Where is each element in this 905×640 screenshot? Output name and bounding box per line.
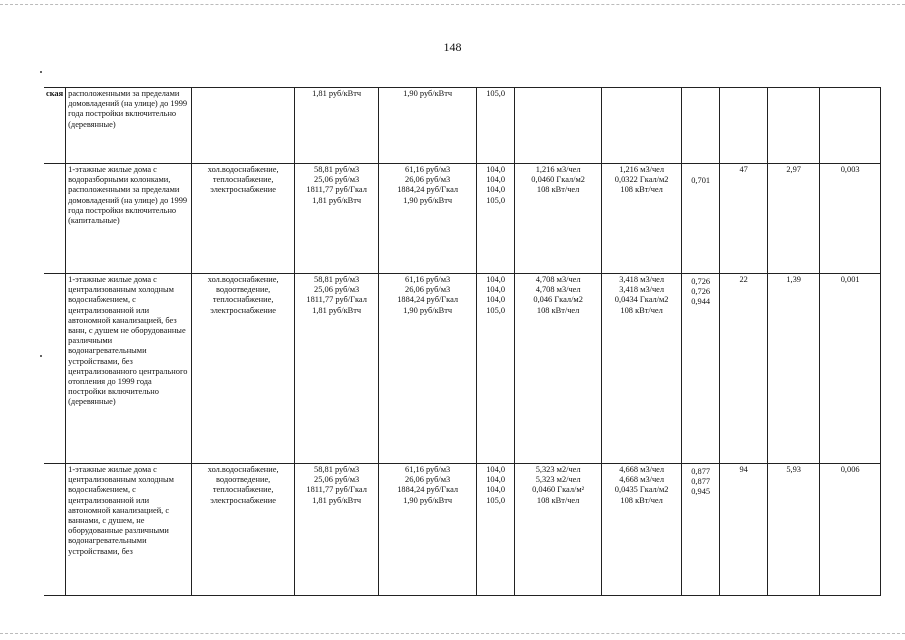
- norm-b-line: 0,0435 Гкал/м2: [614, 485, 669, 495]
- tariff-a-cell: [295, 164, 379, 274]
- row-fragment-cell: [44, 164, 66, 274]
- table-row: [44, 88, 881, 164]
- norm-a-line: 4,708 м3/чел: [535, 275, 581, 284]
- tariff-a-line: 1811,77 руб/Гкал: [306, 485, 367, 495]
- tariff-a-line: 25,06 руб/м3: [314, 285, 360, 295]
- index-line: 104,0: [486, 275, 506, 284]
- tariff-b-line: 61,16 руб/м3: [405, 165, 451, 174]
- col11-cell: [820, 88, 881, 164]
- service-line: электроснабжение: [210, 305, 276, 315]
- index-line: 104,0: [486, 175, 506, 185]
- index-cell: [477, 274, 515, 464]
- service-line: водоотведение,: [215, 475, 271, 485]
- tariff-a-cell: [295, 464, 379, 596]
- scan-edge-bottom: [0, 633, 905, 634]
- service-line: хол.водоснабжение,: [207, 465, 279, 474]
- norm-b-line: 108 кВт/чел: [620, 305, 663, 315]
- tariff-b-line: 1,90 руб/кВтч: [403, 195, 453, 205]
- norm-b-line: 3,418 м3/чел: [619, 275, 665, 284]
- coefficient-line: 0,726: [691, 277, 711, 286]
- tariff-a-line: 1811,77 руб/Гкал: [306, 295, 367, 305]
- coefficient-line: 0,944: [691, 297, 711, 307]
- col9-value: 47: [739, 165, 748, 174]
- service-line: хол.водоснабжение,: [207, 275, 279, 284]
- coefficient-cell: [682, 464, 720, 596]
- norm-a-line: 108 кВт/чел: [536, 305, 580, 315]
- norm-a-line: 0,046 Гкал/м2: [533, 295, 583, 305]
- services-cell: [192, 274, 295, 464]
- tariff-a-line: 58,81 руб/м3: [314, 165, 360, 174]
- col9-value: 22: [739, 275, 748, 284]
- norm-a-line: 1,216 м3/чел: [535, 165, 581, 174]
- norm-b-line: 4,668 м3/чел: [619, 465, 665, 474]
- service-line: водоотведение,: [215, 285, 271, 295]
- index-cell: [477, 464, 515, 596]
- tariff-b-line: 61,16 руб/м3: [405, 465, 451, 474]
- col10-value: 1,39: [786, 275, 801, 284]
- norm-b-cell: [602, 88, 682, 164]
- index-line: 104,0: [486, 465, 506, 474]
- tariff-b-line: 1884,24 руб/Гкал: [397, 295, 459, 305]
- col10-cell: [768, 464, 820, 596]
- category-cell: [66, 464, 192, 596]
- coefficient-cell: [682, 164, 720, 274]
- tariff-a-line: 58,81 руб/м3: [314, 465, 360, 474]
- service-line: теплоснабжение,: [212, 175, 274, 185]
- tariff-b-cell: [379, 88, 477, 164]
- category-cell: [66, 88, 192, 164]
- tariff-a-line: 1,81 руб/кВтч: [312, 305, 362, 315]
- index-line: 105,0: [486, 195, 506, 205]
- service-line: электроснабжение: [210, 185, 276, 195]
- index-line: 104,0: [486, 485, 506, 495]
- tariff-a-line: 1,81 руб/кВтч: [312, 89, 362, 98]
- services-cell: [192, 164, 295, 274]
- table-row: [44, 164, 881, 274]
- col11-cell: [820, 274, 881, 464]
- table-row: [44, 464, 881, 596]
- tariff-a-line: 25,06 руб/м3: [314, 175, 360, 185]
- index-line: 104,0: [486, 295, 506, 305]
- left-fragment-text: ская: [46, 89, 64, 98]
- norm-a-cell: [515, 88, 602, 164]
- index-line: 104,0: [486, 185, 506, 195]
- coefficient-line: 0,945: [691, 487, 711, 497]
- tariff-b-line: 61,16 руб/м3: [405, 275, 451, 284]
- norm-a-cell: [515, 164, 602, 274]
- scan-edge-top: [0, 4, 905, 5]
- col9-cell: [720, 274, 768, 464]
- page-number: 148: [443, 40, 462, 54]
- norm-a-line: 0,0460 Гкал/м2: [531, 175, 585, 185]
- coefficient-cell: [682, 274, 720, 464]
- service-line: теплоснабжение,: [212, 295, 274, 305]
- tariff-b-line: 1884,24 руб/Гкал: [397, 485, 459, 495]
- norm-a-line: 5,323 м2/чел: [535, 465, 581, 474]
- tariff-b-cell: [379, 274, 477, 464]
- col11-value: 0,003: [840, 165, 860, 174]
- col11-value: 0,001: [840, 275, 860, 284]
- services-cell: [192, 464, 295, 596]
- service-line: электроснабжение: [210, 495, 276, 505]
- col10-value: 5,93: [786, 465, 801, 474]
- norm-b-line: 4,668 м3/чел: [619, 475, 665, 485]
- tariff-b-line: 26,06 руб/м3: [405, 475, 451, 485]
- coefficient-line: 0,877: [691, 477, 711, 487]
- row-fragment-cell: [44, 464, 66, 596]
- coefficient-line: 0,701: [691, 176, 711, 185]
- col11-cell: [820, 164, 881, 274]
- tariff-a-cell: [295, 88, 379, 164]
- col9-value: 94: [739, 465, 748, 474]
- norm-a-line: 108 кВт/чел: [536, 185, 580, 195]
- category-cell: [66, 164, 192, 274]
- coefficient-cell: [682, 88, 720, 164]
- norm-a-line: 0,0460 Гкал/м²: [532, 485, 585, 495]
- index-line: 104,0: [486, 165, 506, 174]
- index-line: 105,0: [486, 495, 506, 505]
- norm-b-line: 3,418 м3/чел: [619, 285, 665, 295]
- service-line: хол.водоснабжение,: [207, 165, 279, 174]
- tariff-a-line: 58,81 руб/м3: [314, 275, 360, 284]
- col9-cell: [720, 464, 768, 596]
- norm-b-line: 108 кВт/чел: [620, 185, 663, 195]
- tariff-b-line: 1,90 руб/кВтч: [403, 495, 453, 505]
- norm-a-line: 4,708 м3/чел: [535, 285, 581, 295]
- index-line: 105,0: [486, 89, 506, 98]
- category-text: 1-этажные жилые дома с централизованным холодным водоснабжением, с централизованной или автономной канализацией, с ваннами, с душем, не оборудованные различными водонагревательными устройствами, без: [68, 465, 174, 556]
- col11-cell: [820, 464, 881, 596]
- norm-b-line: 0,0434 Гкал/м2: [614, 295, 669, 305]
- col10-cell: [768, 88, 820, 164]
- tariff-a-line: 1,81 руб/кВтч: [312, 495, 362, 505]
- tariff-a-line: 1,81 руб/кВтч: [312, 195, 362, 205]
- index-cell: [477, 88, 515, 164]
- norm-b-line: 1,216 м3/чел: [619, 165, 665, 174]
- service-line: теплоснабжение,: [212, 485, 274, 495]
- category-text: расположенными за пределами домовладений (на улице) до 1999 года постройки включительно (деревянные): [68, 89, 188, 129]
- tariff-b-line: 26,06 руб/м3: [405, 285, 451, 295]
- tariff-b-cell: [379, 464, 477, 596]
- row-fragment-cell: [44, 88, 66, 164]
- tariff-table: [44, 87, 881, 596]
- col10-cell: [768, 274, 820, 464]
- tariff-b-line: 1,90 руб/кВтч: [403, 305, 453, 315]
- tariff-b-line: 26,06 руб/м3: [405, 175, 451, 185]
- col9-cell: [720, 88, 768, 164]
- tariff-b-line: 1,90 руб/кВтч: [403, 89, 453, 98]
- norm-a-line: 108 кВт/чел: [536, 495, 580, 505]
- col9-cell: [720, 164, 768, 274]
- index-line: 104,0: [486, 285, 506, 295]
- coefficient-line: 0,877: [691, 467, 711, 476]
- col10-value: 2,97: [786, 165, 801, 174]
- index-line: 105,0: [486, 305, 506, 315]
- scan-speck: [40, 71, 42, 73]
- tariff-a-line: 1811,77 руб/Гкал: [306, 185, 367, 195]
- norm-a-cell: [515, 274, 602, 464]
- tariff-a-line: 25,06 руб/м3: [314, 475, 360, 485]
- tariff-b-line: 1884,24 руб/Гкал: [397, 185, 459, 195]
- coefficient-line: 0,726: [691, 287, 711, 297]
- norm-b-line: 0,0322 Гкал/м2: [614, 175, 669, 185]
- tariff-a-cell: [295, 274, 379, 464]
- services-cell: [192, 88, 295, 164]
- norm-a-cell: [515, 464, 602, 596]
- category-cell: [66, 274, 192, 464]
- index-cell: [477, 164, 515, 274]
- category-text: 1-этажные жилые дома с централизованным холодным водоснабжением, с централизованной или автономной канализацией, без ванн, с душем не оборудованные различными водонагревательными устройствами, без централизованного центрального отопления до 1999 года постройки включительно (деревянные): [68, 275, 188, 407]
- norm-b-cell: [602, 274, 682, 464]
- norm-b-cell: [602, 164, 682, 274]
- table-row: [44, 274, 881, 464]
- norm-b-cell: [602, 464, 682, 596]
- row-fragment-cell: [44, 274, 66, 464]
- index-line: 104,0: [486, 475, 506, 485]
- col11-value: 0,006: [840, 465, 860, 474]
- table-body: [44, 88, 881, 596]
- norm-a-line: 5,323 м2/чел: [535, 475, 581, 485]
- norm-b-line: 108 кВт/чел: [620, 495, 663, 505]
- scan-speck: [40, 355, 42, 357]
- category-text: 1-этажные жилые дома с водоразборными колонками, расположенными за пределами домовладений (на улице) до 1999 года постройки включительно (капитальные): [68, 165, 188, 226]
- col10-cell: [768, 164, 820, 274]
- tariff-b-cell: [379, 164, 477, 274]
